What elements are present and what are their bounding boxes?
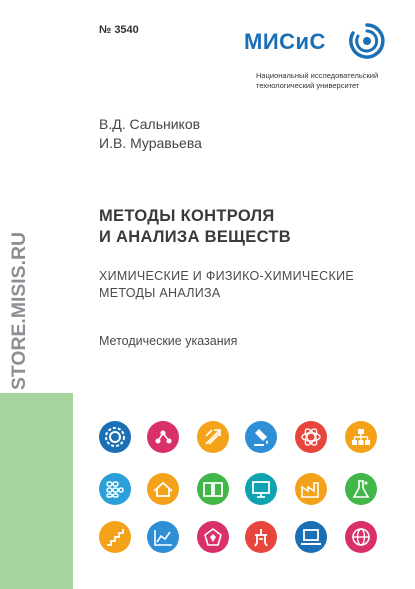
house-icon: [147, 473, 179, 505]
chart-icon: [147, 521, 179, 553]
issue-number: № 3540: [99, 24, 139, 36]
book-icon: [197, 473, 229, 505]
flask-icon: [345, 473, 377, 505]
author-1: В.Д. Сальников: [99, 116, 201, 132]
store-url-vertical: [4, 230, 32, 390]
arrows-icon: [197, 421, 229, 453]
pentagon-icon: [197, 521, 229, 553]
laptop-icon: [295, 521, 327, 553]
stairs-icon: [99, 521, 131, 553]
title-line-2: И АНАЛИЗА ВЕЩЕСТВ: [99, 228, 292, 246]
tools-icon: [245, 521, 277, 553]
subtitle-line-1: ХИМИЧЕСКИЕ И ФИЗИКО-ХИМИЧЕСКИЕ: [99, 269, 355, 283]
paint-bucket-icon: [245, 421, 277, 453]
document-type: Методические указания: [99, 334, 238, 348]
atom-icon: [295, 421, 327, 453]
book-subtitle: [99, 268, 354, 302]
logo-mark-icon: [347, 21, 387, 61]
molecule-icon: [147, 421, 179, 453]
university-name-line2: технологический университет: [256, 81, 360, 90]
subtitle-line-2: МЕТОДЫ АНАЛИЗА: [99, 286, 221, 300]
author-2: И.В. Муравьева: [99, 135, 202, 151]
factory-icon: [295, 473, 327, 505]
globe-icon: [345, 521, 377, 553]
hierarchy-icon: [345, 421, 377, 453]
logo-text: МИСиС: [244, 29, 326, 54]
green-side-bar: [0, 393, 73, 589]
university-name-line1: Национальный исследовательский: [256, 71, 379, 80]
title-line-1: МЕТОДЫ КОНТРОЛЯ: [99, 207, 275, 225]
misis-logo: [244, 21, 394, 91]
store-url-text: STORE.MISIS.RU: [9, 235, 30, 390]
book-title: [99, 206, 291, 248]
grid-icon: [99, 473, 131, 505]
gear-icon: [99, 421, 131, 453]
monitor-icon: [245, 473, 277, 505]
